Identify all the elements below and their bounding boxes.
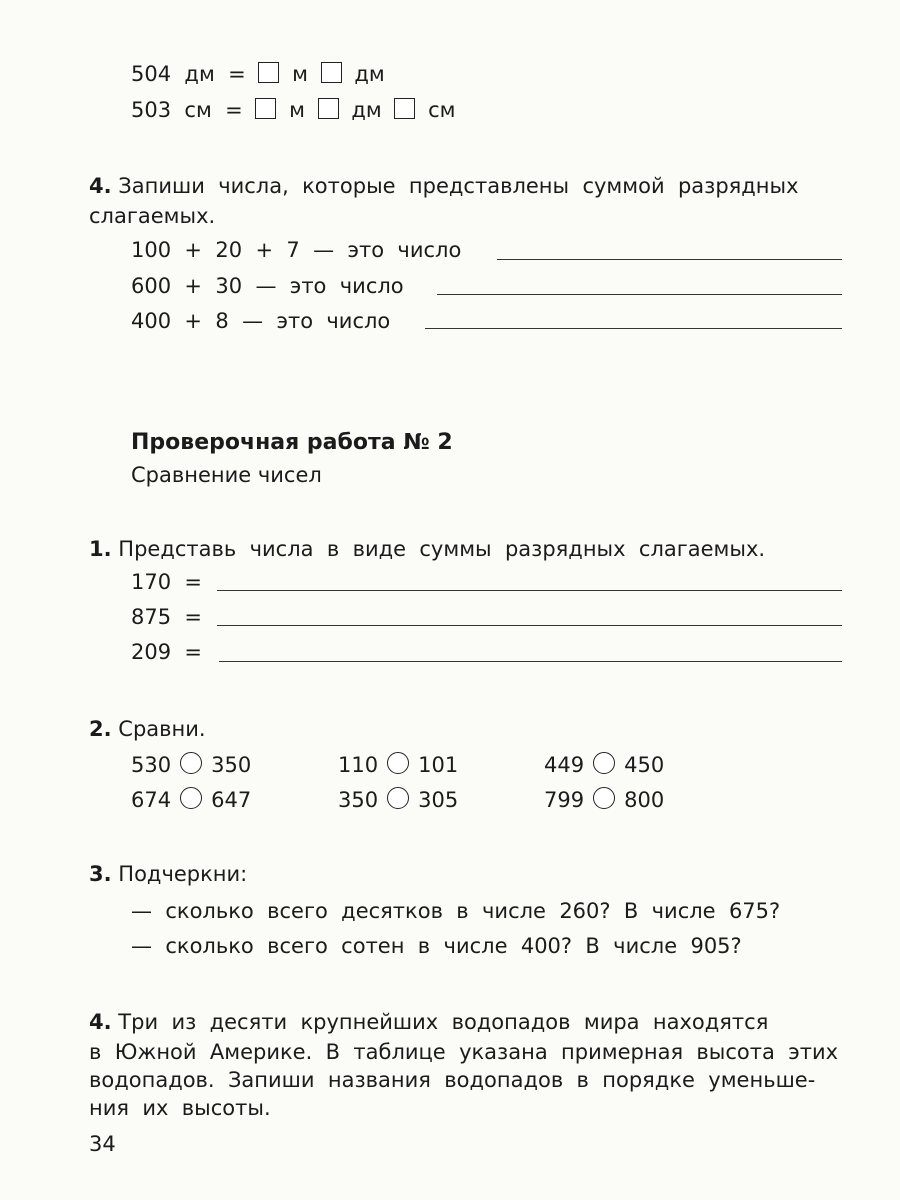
q2-header (89, 717, 206, 741)
compare-pair (544, 752, 664, 777)
compare-circle[interactable] (387, 752, 409, 774)
compare-circle[interactable] (180, 787, 202, 809)
answer-box[interactable] (258, 62, 279, 83)
conversion-expression: 503 см = (131, 98, 243, 122)
unit-label: дм (354, 62, 385, 86)
compare-pair (131, 752, 251, 777)
answer-box[interactable] (318, 98, 339, 119)
answer-box[interactable] (321, 62, 342, 83)
compare-right: 305 (418, 788, 459, 812)
task4a-line1 (89, 174, 799, 198)
q4-line-3: водопадов. Запиши названия водопадов в порядке уменьше- (89, 1068, 816, 1092)
compare-pair (338, 787, 458, 812)
task-number: 4. (89, 174, 112, 198)
compare-left: 350 (338, 788, 379, 812)
compare-circle[interactable] (593, 752, 615, 774)
compare-right: 101 (418, 753, 459, 777)
answer-line[interactable] (219, 661, 842, 662)
task-number: 4. (89, 1010, 112, 1034)
answer-box[interactable] (255, 98, 276, 119)
section-subtitle: Сравнение чисел (131, 463, 322, 487)
compare-pair (131, 787, 251, 812)
q3-item-1: — сколько всего десятков в числе 260? В числе 675? (131, 899, 781, 923)
q1-header (89, 537, 765, 561)
answer-line[interactable] (437, 294, 842, 295)
task-text: Три из десяти крупнейших водопадов мира находятся (118, 1010, 769, 1034)
task-number: 3. (89, 862, 112, 886)
compare-circle[interactable] (593, 787, 615, 809)
section-title: Проверочная работа № 2 (131, 430, 453, 455)
bleed-through (290, 395, 299, 425)
task-number: 2. (89, 717, 112, 741)
q4-line-2: в Южной Америке. В таблице указана примерная высота этих (89, 1040, 839, 1064)
q3-item-2: — сколько всего сотен в числе 400? В числе 905? (131, 934, 742, 958)
q1-row-3: 209 = (131, 640, 203, 664)
compare-right: 800 (624, 788, 665, 812)
compare-right: 350 (211, 753, 252, 777)
sum-row-1: 100 + 20 + 7 — это число (131, 238, 462, 262)
compare-left: 110 (338, 753, 379, 777)
compare-circle[interactable] (387, 787, 409, 809)
compare-left: 799 (544, 788, 585, 812)
answer-box[interactable] (394, 98, 415, 119)
compare-left: 674 (131, 788, 172, 812)
conversion-row-1 (131, 62, 385, 86)
task-text: Сравни. (118, 717, 206, 741)
compare-right: 647 (211, 788, 252, 812)
task-text: Подчеркни: (118, 862, 248, 886)
compare-pair (544, 787, 664, 812)
answer-line[interactable] (217, 590, 842, 591)
q4-line-4: ния их высоты. (89, 1096, 271, 1120)
page-number: 34 (89, 1132, 116, 1156)
q3-header (89, 862, 247, 886)
compare-right: 450 (624, 753, 665, 777)
answer-line[interactable] (497, 259, 842, 260)
conversion-expression: 504 дм = (131, 62, 246, 86)
unit-label: дм (351, 98, 382, 122)
task-text: Представь числа в виде суммы разрядных слагаемых. (118, 537, 766, 561)
unit-label: м (289, 98, 305, 122)
task-number: 1. (89, 537, 112, 561)
sum-row-3: 400 + 8 — это число (131, 309, 391, 333)
unit-label: см (428, 98, 456, 122)
q1-row-1: 170 = (131, 570, 203, 594)
compare-left: 530 (131, 753, 172, 777)
compare-circle[interactable] (180, 752, 202, 774)
compare-left: 449 (544, 753, 585, 777)
unit-label: м (292, 62, 308, 86)
task-text: Запиши числа, которые представлены суммой разрядных (118, 174, 799, 198)
conversion-row-2 (131, 98, 456, 122)
q4-line-1 (89, 1010, 768, 1034)
sum-row-2: 600 + 30 — это число (131, 274, 404, 298)
answer-line[interactable] (425, 328, 842, 329)
task4a-line2: слагаемых. (89, 204, 216, 228)
q1-row-2: 875 = (131, 605, 203, 629)
compare-pair (338, 752, 458, 777)
answer-line[interactable] (217, 625, 842, 626)
